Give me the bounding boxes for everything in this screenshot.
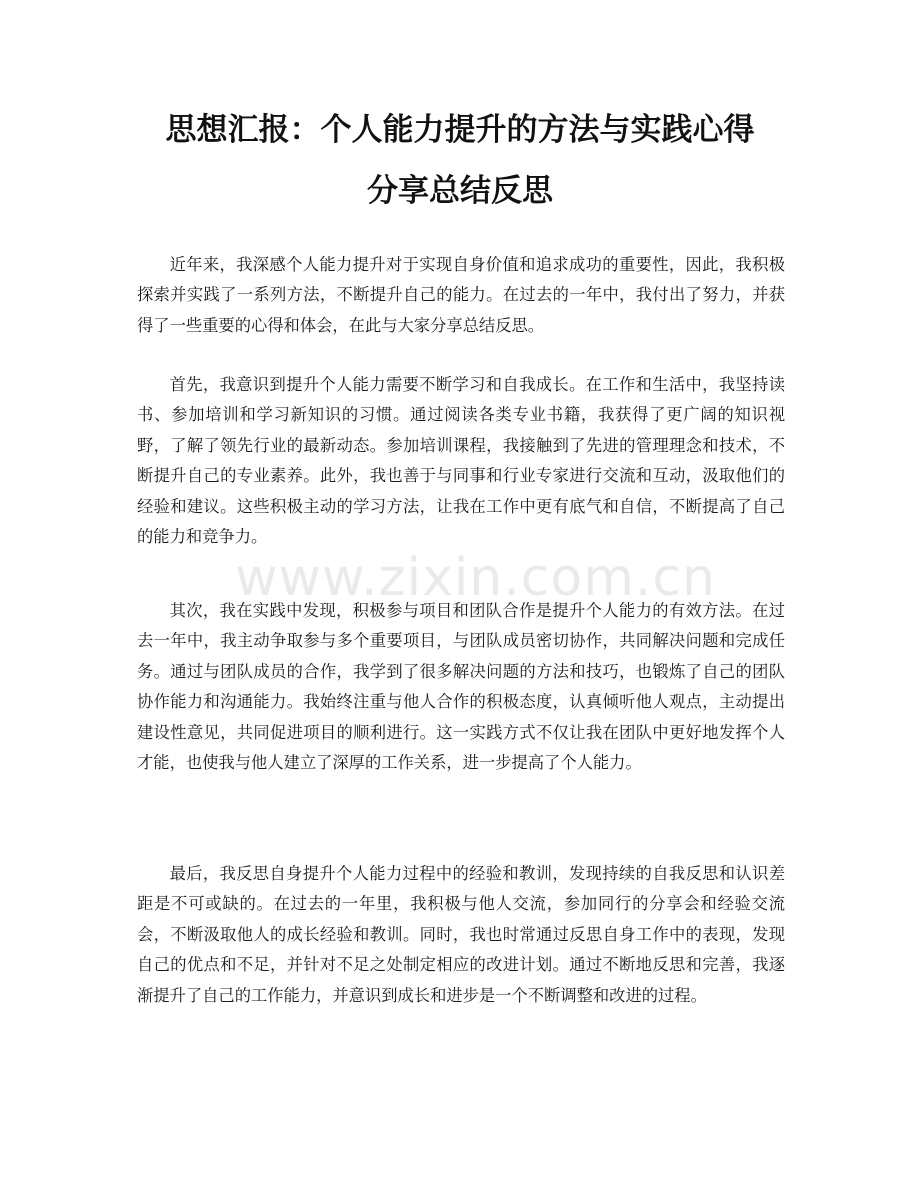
paragraph-reflection: 最后，我反思自身提升个人能力过程中的经验和教训，发现持续的自我反思和认识差距是不可或缺的。在过去的一年里，我积极与他人交流，参加同行的分享会和经验交流会，不断汲取他人的成长经验和教训。同时，我也时常通过反思自身工作中的表现，发现自己的优点和不足，并针对不足之处制定相应的改进计划。通过不断地反思和完善，我逐渐提升了自己的工作能力，并意识到成长和进步是一个不断调整和改进的过程。 [137, 864, 785, 1005]
page-title-line-1: 思想汇报：个人能力提升的方法与实践心得 [165, 112, 755, 148]
paragraph-teamwork: 其次，我在实践中发现，积极参与项目和团队合作是提升个人能力的有效方法。在过去一年中，我主动争取参与多个重要项目，与团队成员密切协作，共同解决问题和完成任务。通过与团队成员的合作，我学到了很多解决问题的方法和技巧，也锻炼了自己的团队协作能力和沟通能力。我始终注重与他人合作的积极态度，认真倾听他人观点，主动提出建设性意见，共同促进项目的顺利进行。这一实践方式不仅让我在团队中更好地发挥个人才能，也使我与他人建立了深厚的工作关系，进一步提高了个人能力。 [137, 601, 785, 773]
paragraph-intro: 近年来，我深感个人能力提升对于实现自身价值和追求成功的重要性，因此，我积极探索并实践了一系列方法，不断提升自己的能力。在过去的一年中，我付出了努力，并获得了一些重要的心得和体会，在此与大家分享总结反思。 [137, 255, 785, 335]
paragraph-learning: 首先，我意识到提升个人能力需要不断学习和自我成长。在工作和生活中，我坚持读书、参加培训和学习新知识的习惯。通过阅读各类专业书籍，我获得了更广阔的知识视野，了解了领先行业的最新动态。参加培训课程，我接触到了先进的管理理念和技术，不断提升自己的专业素养。此外，我也善于与同事和行业专家进行交流和互动，汲取他们的经验和建议。这些积极主动的学习方法，让我在工作中更有底气和自信，不断提高了自己的能力和竞争力。 [137, 375, 785, 547]
page-title-line-2: 分享总结反思 [367, 173, 553, 209]
watermark: www.zixin.com.cn [235, 548, 716, 608]
